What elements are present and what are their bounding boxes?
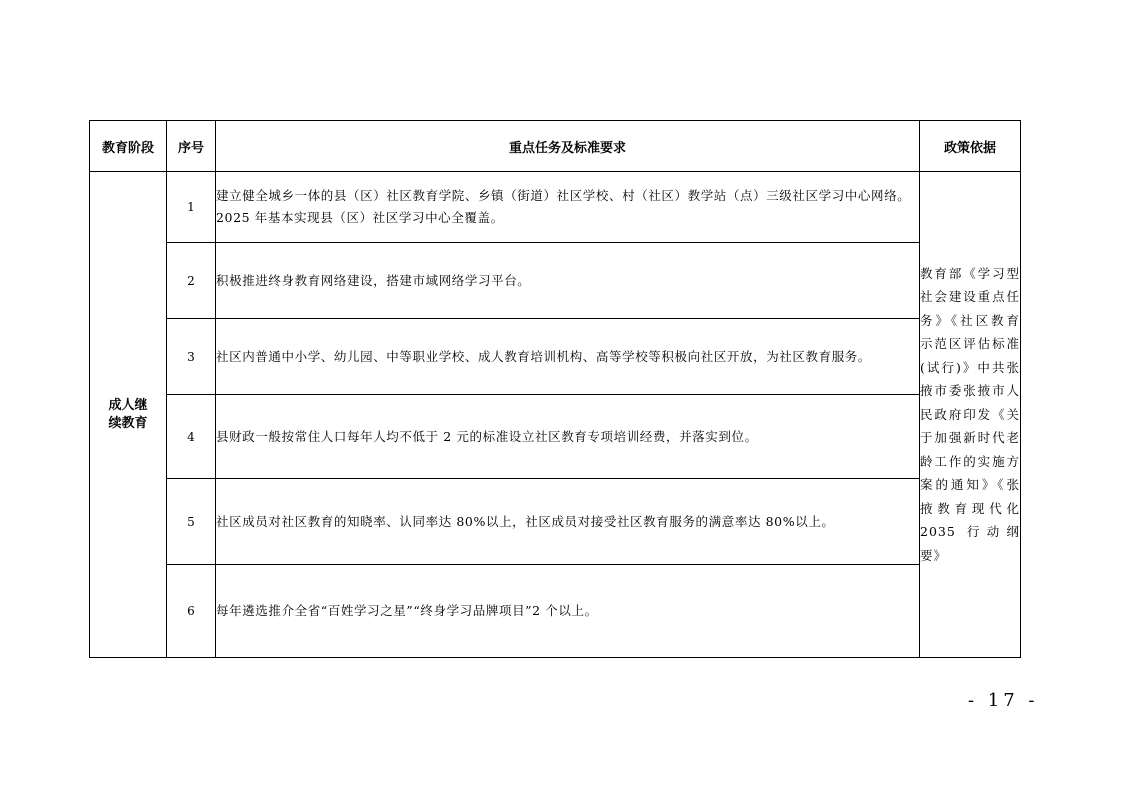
basis-cell: 教育部《学习型社会建设重点任务》《社区教育示范区评估标准(试行)》中共张掖市委张掖市人民政府印发《关于加强新时代老龄工作的实施方案的通知》《张掖教育现代化2035 行动纲要》: [920, 172, 1021, 658]
header-stage: 教育阶段: [90, 121, 167, 172]
seq-cell: 3: [167, 319, 216, 395]
stage-cell: [90, 172, 167, 658]
header-row: [90, 121, 1021, 172]
header-seq: 序号: [167, 121, 216, 172]
task-cell: 每年遴选推介全省“百姓学习之星”“终身学习品牌项目”2 个以上。: [216, 565, 920, 658]
stage-label: 成人继续教育: [108, 397, 148, 431]
table-row: [90, 319, 1021, 395]
table-row: [90, 395, 1021, 479]
task-cell: 社区内普通中小学、幼儿园、中等职业学校、成人教育培训机构、高等学校等积极向社区开放，为社区教育服务。: [216, 319, 920, 395]
seq-cell: 2: [167, 243, 216, 319]
table-row: [90, 565, 1021, 658]
task-cell: 县财政一般按常住人口每年人均不低于 2 元的标准设立社区教育专项培训经费，并落实到位。: [216, 395, 920, 479]
header-basis: 政策依据: [920, 121, 1021, 172]
table-row: [90, 172, 1021, 243]
header-task: 重点任务及标准要求: [216, 121, 920, 172]
table-row: [90, 243, 1021, 319]
task-cell: 建立健全城乡一体的县（区）社区教育学院、乡镇（街道）社区学校、村（社区）教学站（点）三级社区学习中心网络。2025 年基本实现县（区）社区学习中心全覆盖。: [216, 172, 920, 243]
policy-table: [89, 120, 1021, 658]
seq-cell: 1: [167, 172, 216, 243]
table-row: [90, 479, 1021, 565]
page-number: - 17 -: [968, 690, 1039, 711]
seq-cell: 6: [167, 565, 216, 658]
seq-cell: 5: [167, 479, 216, 565]
seq-cell: 4: [167, 395, 216, 479]
task-cell: 积极推进终身教育网络建设，搭建市域网络学习平台。: [216, 243, 920, 319]
task-cell: 社区成员对社区教育的知晓率、认同率达 80%以上，社区成员对接受社区教育服务的满意率达 80%以上。: [216, 479, 920, 565]
